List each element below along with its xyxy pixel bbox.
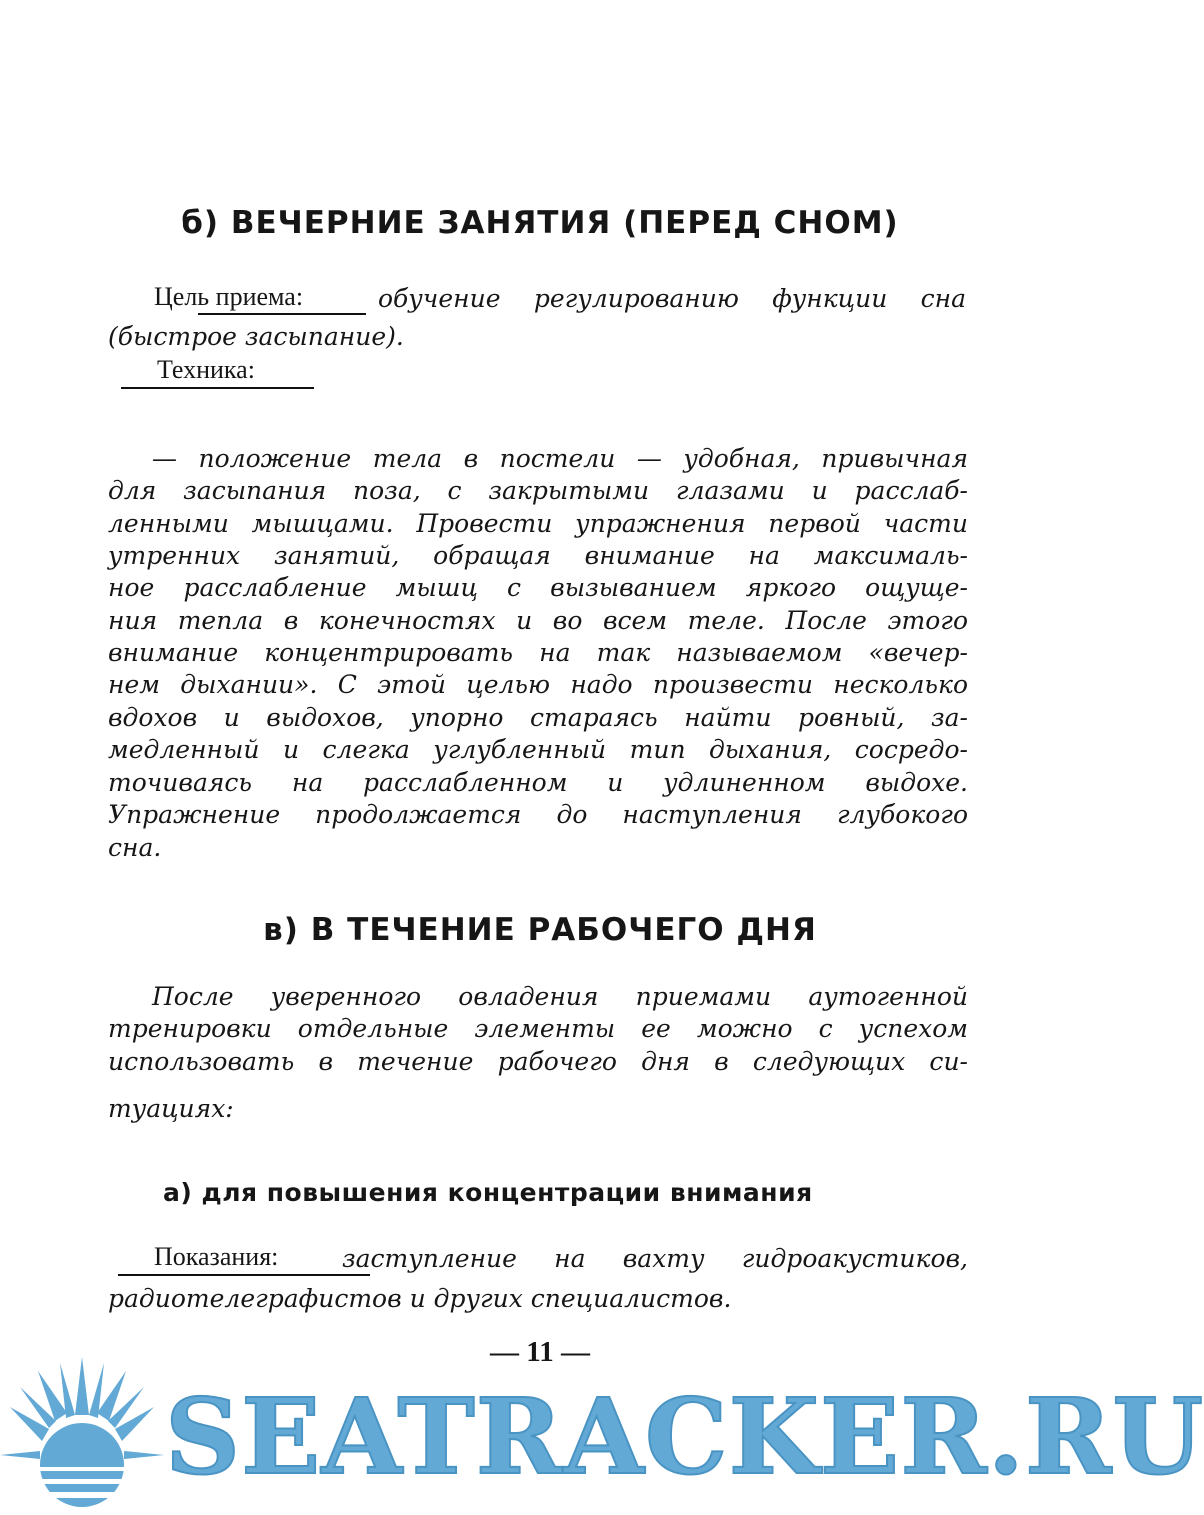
- sun-rising-icon: [0, 1357, 164, 1507]
- body-v-line-2: тренировки отдельные элементы ее можно с успехом: [108, 1014, 968, 1043]
- indication-label-underline: [118, 1274, 370, 1276]
- subsection-a-heading: а) для повышения концентрации внимания: [163, 1178, 813, 1207]
- technique-label: Техника:: [157, 355, 255, 384]
- body-b-line-3: ленными мышцами. Провести упражнения первой части: [108, 509, 968, 538]
- body-b-line-11: точиваясь на расслабленном и удлиненном выдохе.: [108, 768, 968, 797]
- indication-label: Показания:: [154, 1242, 279, 1271]
- body-b-line-1: — положение тела в постели — удобная, привычная: [152, 444, 968, 473]
- section-b-heading: б) ВЕЧЕРНИЕ ЗАНЯТИЯ (ПЕРЕД СНОМ): [181, 205, 899, 241]
- indication-text-line-1: заступление на вахту гидроакустиков,: [342, 1244, 968, 1273]
- body-b-line-5: ное расслабление мышц с вызыванием яркого ощуще-: [108, 573, 968, 602]
- indication-text-line-2: радиотелеграфистов и других специалистов.: [108, 1284, 732, 1313]
- body-b-line-4: утренних занятий, обращая внимание на максималь-: [108, 541, 968, 570]
- section-v-heading: в) В ТЕЧЕНИЕ РАБОЧЕГО ДНЯ: [263, 912, 817, 948]
- body-v-line-3: использовать в течение рабочего дня в следующих си-: [108, 1047, 968, 1076]
- goal-label-underline: [198, 313, 366, 315]
- technique-label-underline: [121, 387, 314, 389]
- body-b-line-10: медленный и слегка углубленный тип дыхания, сосредо-: [108, 735, 968, 764]
- body-v-line-4: туациях:: [108, 1094, 234, 1123]
- body-b-line-8: нем дыхании». С этой целью надо произвести несколько: [108, 670, 968, 699]
- goal-text-line-2: (быстрое засыпание).: [108, 322, 404, 351]
- watermark-text: SEATRACKER.RU: [165, 1375, 1204, 1498]
- body-v-line-1: После уверенного овладения приемами аутогенной: [152, 982, 968, 1011]
- body-b-line-6: ния тепла в конечностях и во всем теле. После этого: [108, 606, 968, 635]
- body-b-line-13: сна.: [108, 833, 162, 862]
- page-number: — 11 —: [490, 1336, 590, 1368]
- body-b-line-2: для засыпания поза, с закрытыми глазами и расслаб-: [108, 476, 968, 505]
- goal-label: Цель приема:: [154, 282, 304, 311]
- goal-text-line-1: обучение регулированию функции сна: [378, 284, 966, 313]
- body-b-line-7: внимание концентрировать на так называемом «вечер-: [108, 638, 968, 667]
- body-b-line-12: Упражнение продолжается до наступления глубокого: [108, 800, 968, 829]
- body-b-line-9: вдохов и выдохов, упорно стараясь найти ровный, за-: [108, 703, 968, 732]
